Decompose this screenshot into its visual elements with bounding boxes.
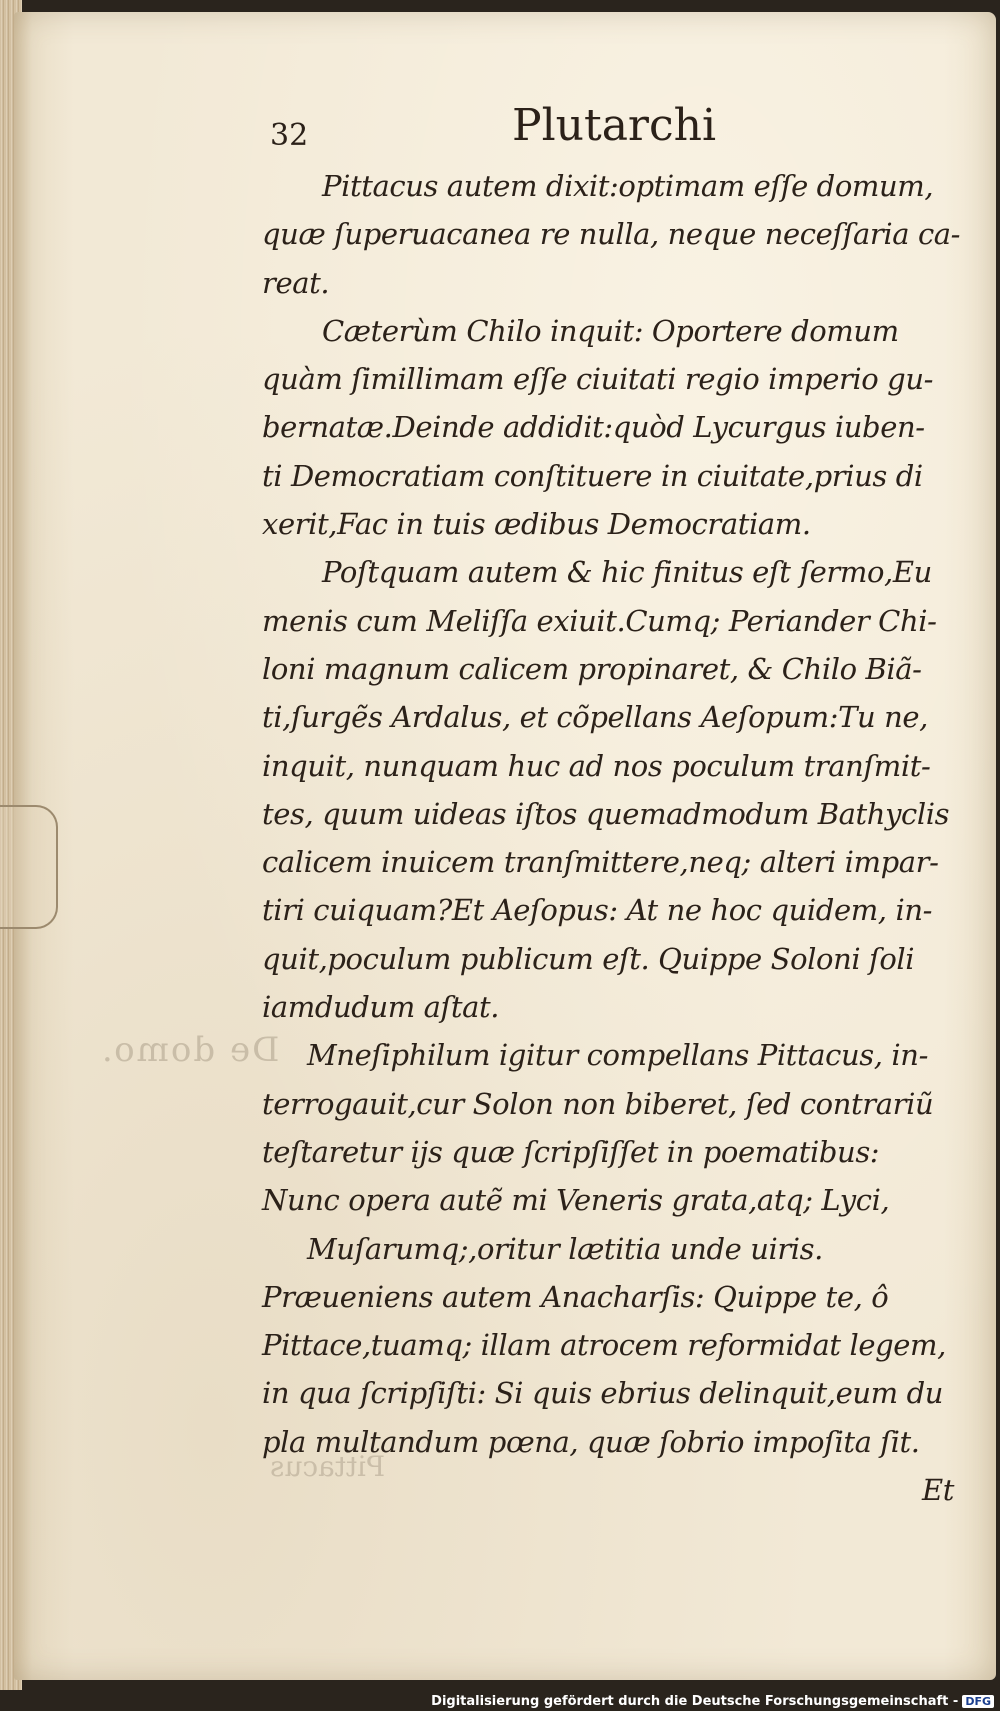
text-line: Pittace,tuamq; illam atrocem reformidat legem, xyxy=(262,1328,946,1363)
bleed-through-text: De domo. xyxy=(100,1030,280,1070)
text-line: inquit, nunquam huc ad nos poculum tranſmit- xyxy=(262,748,931,783)
text-line: Pittacus autem dixit:optimam eſſe domum, xyxy=(322,169,934,203)
text-line: tes, quum uideas iſtos quemadmodum Bathyclis xyxy=(262,796,950,831)
text-line: calicem inuicem tranſmittere,neq; alteri impar- xyxy=(262,845,939,880)
text-line: Cæterùm Chilo inquit: Oportere domum xyxy=(322,313,899,348)
dfg-logo: DFG xyxy=(962,1695,994,1708)
text-line: ti,ſurgẽs Ardalus, et cõpellans Aeſopum:Tu ne, xyxy=(262,700,928,735)
text-line: tiri cuiquam?Et Aeſopus: At ne hoc quidem, in- xyxy=(262,893,932,928)
text-line: quàm ſimillimam eſſe ciuitati regio imperio gu- xyxy=(262,362,934,397)
text-block xyxy=(262,98,962,1514)
text-line: iamdudum aſtat. xyxy=(262,990,500,1025)
text-line: loni magnum calicem propinaret, & Chilo Biã- xyxy=(262,651,922,686)
text-line: Mneſiphilum igitur compellans Pittacus, in- xyxy=(307,1038,928,1073)
book-clasp xyxy=(0,805,58,929)
text-line: quæ ſuperuacanea re nulla, neque neceſſaria ca- xyxy=(262,217,961,252)
text-line: pla multandum pœna, quæ ſobrio impoſita ſit. xyxy=(262,1424,920,1459)
text-line: teſtaretur ijs quæ ſcripſiſſet in poematibus: xyxy=(262,1134,880,1169)
text-line: Poſtquam autem & hic finitus eſt ſermo,Eu xyxy=(322,555,932,590)
credit-text: Digitalisierung gefördert durch die Deutsche Forschungsgemeinschaft - xyxy=(431,1694,959,1709)
text-line: quit,poculum publicum eſt. Quippe Soloni ſoli xyxy=(262,941,915,976)
running-head: Plutarchi xyxy=(512,100,717,151)
text-line: in qua ſcripſiſti: Si quis ebrius delinquit,eum du xyxy=(262,1376,944,1411)
verse-line: Muſarumq;,oritur lætitia unde uiris. xyxy=(307,1231,823,1266)
page-header xyxy=(262,98,962,162)
text-line: xerit,Fac in tuis ædibus Democratiam. xyxy=(262,507,811,542)
text-line: bernatæ.Deinde addidit:quòd Lycurgus iuben- xyxy=(262,410,925,445)
catchword: Et xyxy=(921,1473,954,1508)
page-number: 32 xyxy=(270,118,309,153)
text-line: Præueniens autem Anacharſis: Quippe te, ô xyxy=(262,1279,889,1314)
text-line: ti Democratiam conſtituere in ciuitate,prius di xyxy=(262,458,923,493)
bleed-through-text-2: Pittacus xyxy=(270,1450,386,1483)
text-line: reat. xyxy=(262,265,330,300)
text-line: terrogauit,cur Solon non biberet, ſed contrariũ xyxy=(262,1086,934,1121)
digitization-credit xyxy=(431,1694,994,1709)
verse-line: Nunc opera autẽ mi Veneris grata,atq; Lyci, xyxy=(262,1183,890,1218)
text-line: menis cum Meliſſa exiuit.Cumq; Periander Chi- xyxy=(262,603,937,638)
